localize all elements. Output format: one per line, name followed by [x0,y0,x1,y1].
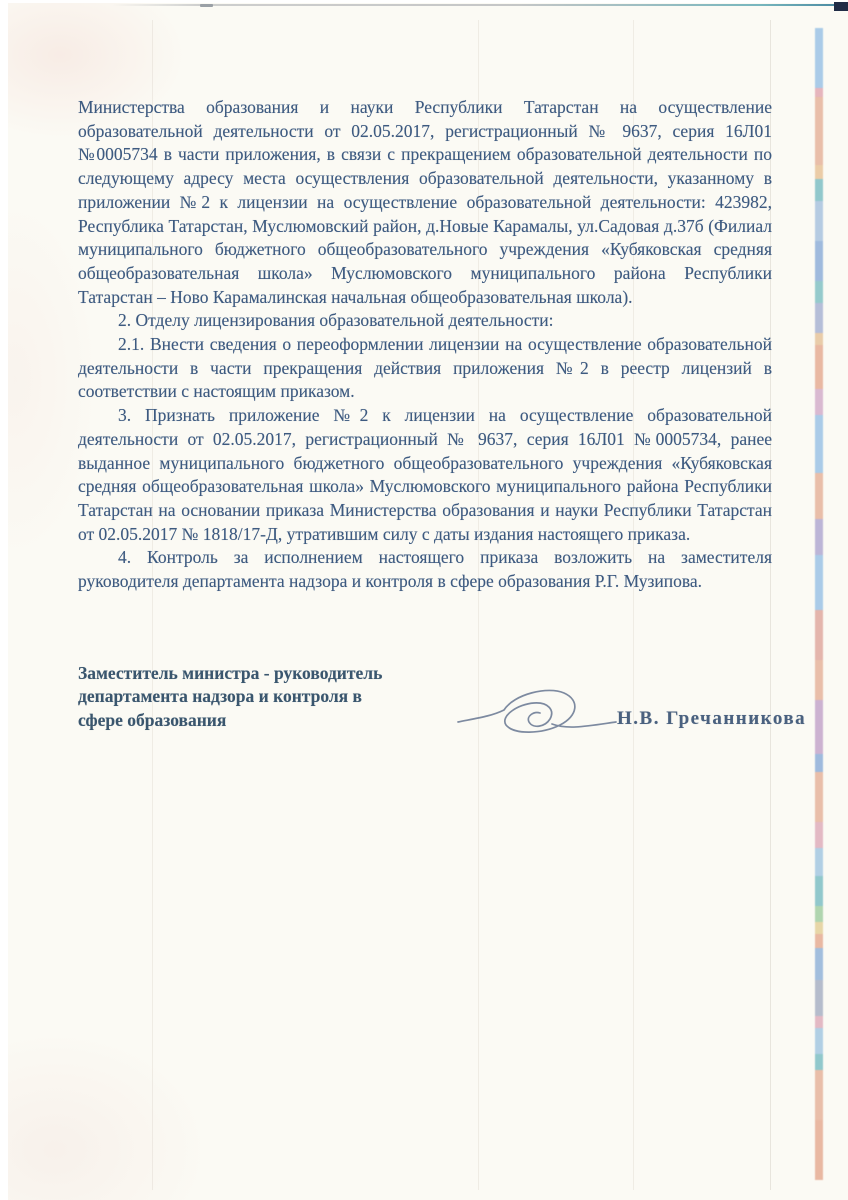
scan-corner-mark [834,2,848,11]
signature-title-line: сфере образования [78,709,227,730]
paragraph: 2. Отделу лицензирования образовательной деятельности: [118,310,554,331]
scan-top-line [112,4,848,6]
scan-top-edge [0,0,848,3]
signature-mark [456,680,624,750]
signature-title-line: Заместитель министра - руководитель [78,663,383,683]
signer-name: Н.В. Гречанникова [617,708,807,729]
paragraph: 3. Признать приложение №2 к лицензии на осуществление образовательной деятельности от 02.05.2017, регистрационный № 9637, серия 16Л01 №0005734, ранее выданное муниципального бюджетного общеобразовательного учреждения «Кубяковская средняя общеобразовательная школа» Муслюмовского муниципального района Республики Татарстан на основании приказа Министерства образования и науки Республики Татарстан от 02.05.2017 № 1818/17-Д, утратившим силу с даты издания настоящего приказа. [78,405,772,544]
document-body [78,96,772,594]
paragraph: Министерства образования и науки Республики Татарстан на осуществление образовательной деятельности от 02.05.2017, регистрационный № 9637, серия 16Л01 №0005734 в части приложения, в связи с прекращением образовательной деятельности по следующему адресу места осуществления образовательной деятельности, указанному в приложении №2 к лицензии на осуществление образовательной деятельности: 423982, Республика Татарстан, Муслюмовский район, д.Новые Карамалы, ул.Садовая д.37б (Филиал муниципального бюджетного общеобразовательного учреждения «Кубяковская средняя общеобразовательная школа» Муслюмовского муниципального района Республики Татарстан – Ново Карамалинская начальная общеобразовательная школа). [78,97,772,307]
paragraph: 2.1. Внести сведения о переоформлении лицензии на осуществление образовательной деятельности в части прекращения действия приложения №2 в реестр лицензий в соответствии с настоящим приказом. [78,334,772,402]
scan-left-edge [0,0,8,1200]
scan-smudge [200,4,213,7]
signature-title [78,662,438,732]
paragraph: 4. Контроль за исполнением настоящего приказа возложить на заместителя руководителя департамента надзора и контроля в сфере образования Р.Г. Музипова. [78,547,772,592]
edge-strip [815,28,823,1180]
signature-title-line: департамента надзора и контроля в [78,686,362,707]
